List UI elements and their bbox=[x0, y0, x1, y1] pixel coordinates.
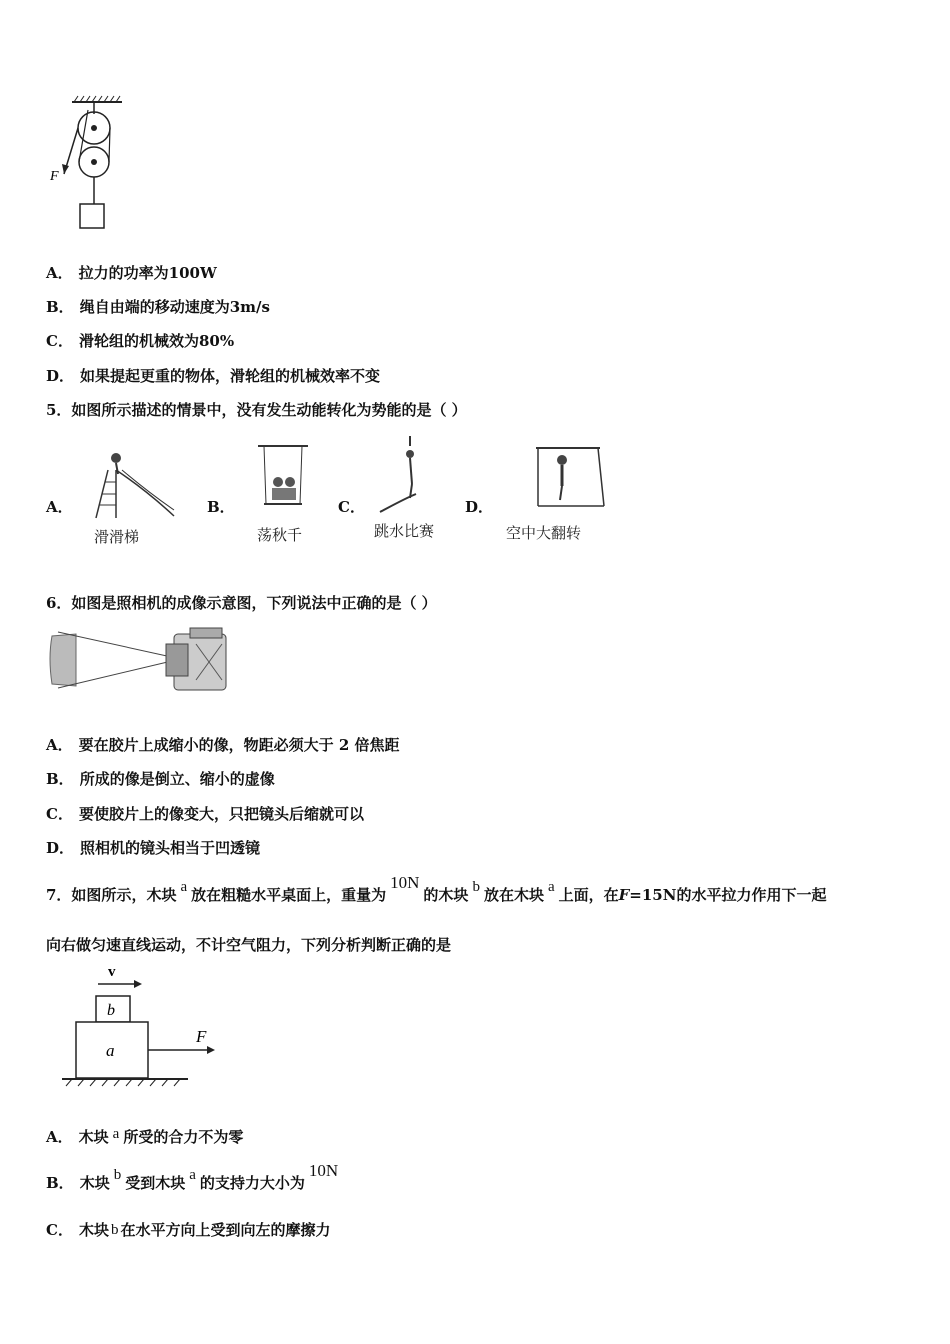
q7-stem-line2: 向右做匀速直线运动，不计空气阻力，下列分析判断正确的是 bbox=[46, 936, 452, 954]
pulley-figure bbox=[44, 92, 134, 237]
blocks-figure bbox=[58, 962, 207, 1087]
slide-image bbox=[86, 450, 178, 522]
q7-option-b[interactable]: B． 木块 b 受到木块 a 的支持力大小为10N bbox=[46, 1161, 339, 1192]
q7-stem-line1: 7．如图所示，木块 a 放在粗糙水平桌面上，重量为10N的木块 b 放在木块 a 上面，在F=15N的水平拉力作用下一起 bbox=[46, 873, 827, 904]
q5-caption-d: 空中大翻转 bbox=[506, 524, 582, 542]
q5-stem: 5．如图所示描述的情景中，没有发生动能转化为势能的是（ ） bbox=[46, 401, 467, 419]
q4-option-b[interactable]: B． 绳自由端的移动速度为3m/s bbox=[46, 298, 270, 316]
diving-image bbox=[376, 432, 446, 516]
q5-caption-c: 跳水比赛 bbox=[374, 522, 435, 540]
q6-option-c[interactable]: C． 要使胶片上的像变大，只把镜头后缩就可以 bbox=[46, 805, 364, 823]
q6-option-b[interactable]: B． 所成的像是倒立、缩小的虚像 bbox=[46, 770, 275, 788]
weight-value: 10N bbox=[390, 873, 420, 892]
q5-option-a-letter[interactable]: A． bbox=[46, 498, 73, 516]
q6-option-a[interactable]: A． 要在胶片上成缩小的像，物距必须大于 2 倍焦距 bbox=[46, 736, 400, 754]
q4-option-c[interactable]: C． 滑轮组的机械效为80% bbox=[46, 332, 235, 350]
q4-option-a[interactable]: A． 拉力的功率为100W bbox=[46, 264, 217, 282]
q5-option-b-letter[interactable]: B． bbox=[207, 498, 235, 516]
q5-option-c-letter[interactable]: C． bbox=[338, 498, 365, 516]
block-b-label: b bbox=[107, 1002, 115, 1019]
swing-image bbox=[254, 442, 312, 520]
q6-option-d[interactable]: D． 照相机的镜头相当于凹透镜 bbox=[46, 839, 261, 857]
q7-option-c[interactable]: C． 木块 b 在水平方向上受到向左的摩擦力 bbox=[46, 1221, 331, 1239]
force-label: F bbox=[50, 169, 59, 184]
q7-option-a[interactable]: A． 木块 a 所受的合力不为零 bbox=[46, 1126, 244, 1146]
q5-caption-b: 荡秋千 bbox=[257, 526, 303, 544]
symbol-a: a bbox=[180, 879, 188, 895]
symbol-b: b bbox=[472, 879, 480, 895]
q6-stem: 6．如图是照相机的成像示意图，下列说法中正确的是（ ） bbox=[46, 594, 437, 612]
q5-option-d-letter[interactable]: D． bbox=[465, 498, 494, 516]
symbol-a: a bbox=[547, 879, 555, 895]
bar-flip-image bbox=[528, 444, 608, 510]
force-symbol: F bbox=[618, 886, 630, 904]
q4-option-d[interactable]: D． 如果提起更重的物体，滑轮组的机械效率不变 bbox=[46, 367, 381, 385]
block-a-label: a bbox=[106, 1041, 115, 1060]
force-arrow-label: F bbox=[196, 1027, 207, 1046]
velocity-label: v bbox=[108, 964, 116, 980]
q5-caption-a: 滑滑梯 bbox=[94, 528, 140, 546]
camera-imaging-figure bbox=[46, 624, 230, 694]
